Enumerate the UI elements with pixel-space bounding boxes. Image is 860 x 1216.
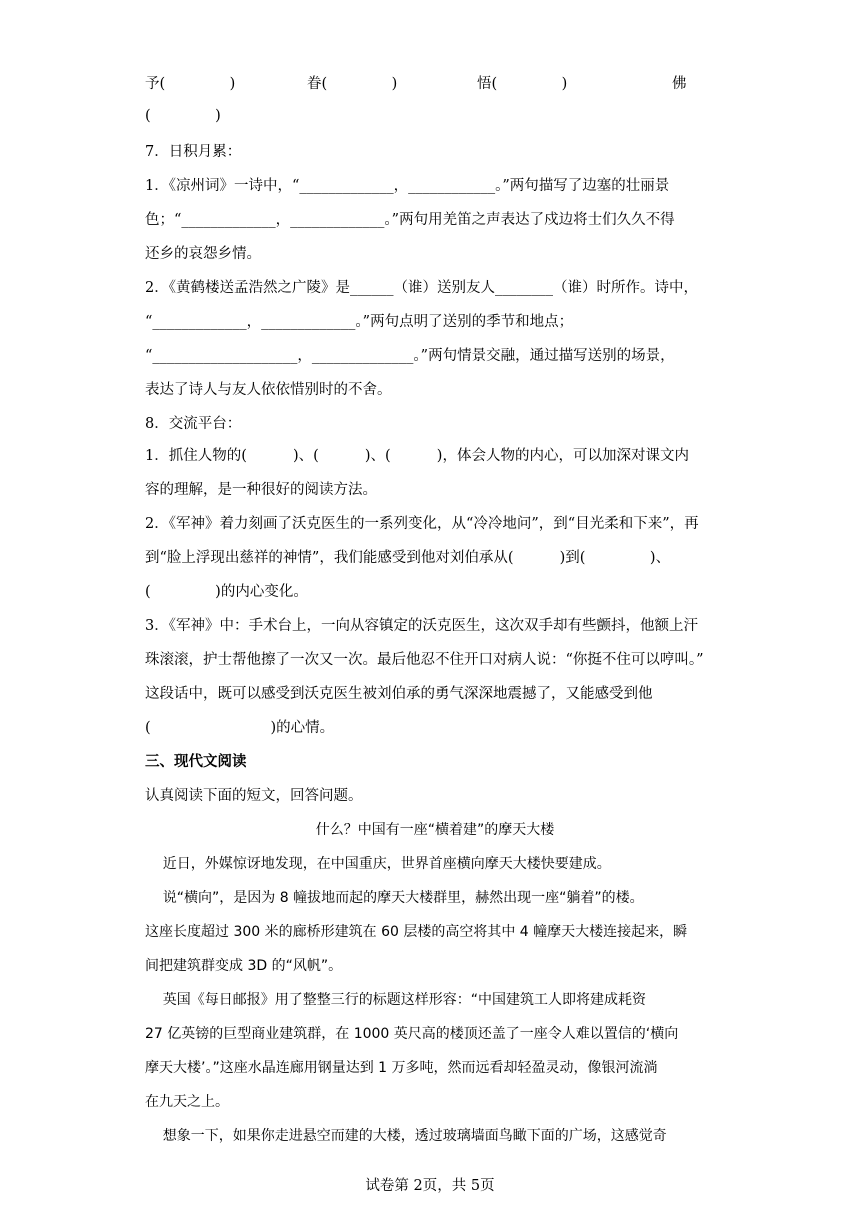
q8-line: ( )的心情。 (145, 720, 335, 736)
passage-line: 间把建筑群变成 3D 的“风帆”。 (145, 958, 343, 974)
passage-line: 想象一下，如果你走进悬空而建的大楼，透过玻璃墙面鸟瞰下面的广场，这感觉奇 (145, 1128, 667, 1144)
section-heading: 三、现代文阅读 (145, 753, 247, 770)
page-footer: 试卷第 2页，共 5页 (365, 1178, 495, 1194)
q7-line: 1．《凉州词》一诗中，“_____________，____________。”两句描写了边塞的壮丽景 (145, 178, 670, 194)
char-item-juan: 眷( ) (307, 76, 398, 92)
char-item-fo: 佛 (672, 76, 687, 92)
passage-line: 英国《每日邮报》用了整整三行的标题这样形容：“中国建筑工人即将建成耗资 (145, 992, 647, 1008)
q7-line: “_____________，_____________。”两句点明了送别的季节和地点； (145, 314, 574, 330)
q8-heading: 8．交流平台： (145, 416, 242, 432)
q8-line: 珠滚滚，护士帮他擦了一次又一次。最后他忍不住开口对病人说：“你挺不住可以哼叫。” (145, 652, 704, 668)
passage-line: 近日，外媒惊讶地发现，在中国重庆，世界首座横向摩天大楼快要建成。 (145, 856, 611, 872)
q8-line: 3．《军神》中：手术台上，一向从容镇定的沃克医生，这次双手却有些颤抖，他额上汗 (145, 618, 698, 634)
q8-line: 1．抓住人物的( )、( )、( )，体会人物的内心，可以加深对课文内 (145, 448, 689, 464)
passage-line: 说“横向”，是因为 8 幢拔地而起的摩天大楼群里，赫然出现一座“躺着”的楼。 (145, 890, 644, 906)
passage-line: 在九天之上。 (145, 1094, 229, 1110)
q7-line: 色；“_____________，_____________。”两句用羌笛之声表达了戍边将士们久久不得 (145, 212, 675, 228)
passage-line: 摩天大楼’。”这座水晶连廊用钢量达到 1 万多吨，然而远看却轻盈灵动，像银河流淌 (145, 1060, 658, 1076)
passage-line: 27 亿英镑的巨型商业建筑群，在 1000 英尺高的楼顶还盖了一座令人难以置信的‘横向 (145, 1026, 679, 1042)
q8-line: 到“脸上浮现出慈祥的神情”，我们能感受到他对刘伯承从( )到( )、 (145, 550, 671, 566)
q7-line: 还乡的哀怨乡情。 (145, 246, 261, 262)
char-item-yu: 予( ) (145, 76, 236, 92)
q7-line: 表达了诗人与友人依依惜别时的不舍。 (145, 382, 392, 398)
passage-line: 这座长度超过 300 米的廊桥形建筑在 60 层楼的高空将其中 4 幢摩天大楼连接起来，瞬 (145, 924, 688, 940)
q7-line: “____________________，______________。”两句情景交融，通过描写送别的场景， (145, 348, 675, 364)
q8-line: ( )的内心变化。 (145, 584, 308, 600)
char-item-wu: 悟( ) (477, 76, 568, 92)
q8-line: 2．《军神》着力刻画了沃克医生的一系列变化，从“冷冷地问”，到“目光柔和下来”，再 (145, 516, 699, 532)
q7-heading: 7．日积月累： (145, 144, 242, 160)
char-item-fo-blank: ( ) (145, 108, 221, 124)
q8-line: 容的理解，是一种很好的阅读方法。 (145, 482, 377, 498)
q8-line: 这段话中，既可以感受到沃克医生被刘伯承的勇气深深地震撼了，又能感受到他 (145, 686, 653, 702)
q7-line: 2．《黄鹤楼送孟浩然之广陵》是______（谁）送别友人________（谁）时所作。诗中， (145, 280, 698, 296)
section-intro: 认真阅读下面的短文，回答问题。 (145, 788, 363, 804)
passage-title: 什么？中国有一座“横着建”的摩天大楼 (315, 822, 555, 838)
